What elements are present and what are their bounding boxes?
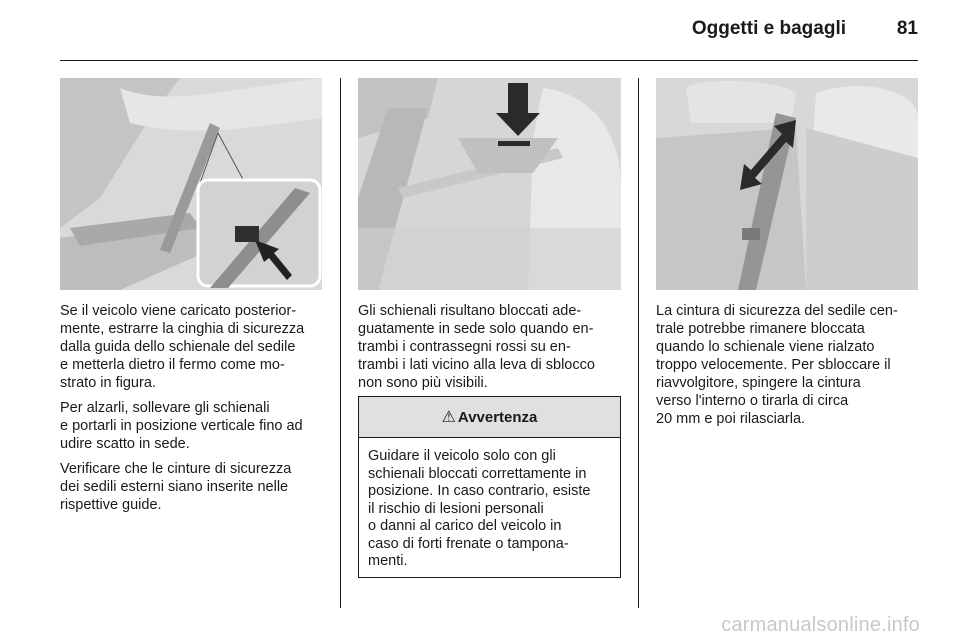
watermark: carmanualsonline.info [721, 614, 920, 636]
column-1-text [60, 302, 326, 521]
warning-triangle-icon: ⚠ [441, 409, 456, 426]
figure-seatback-marker [358, 78, 621, 290]
paragraph-seatback-locked: Gli schienali risultano bloccati ade- guatamente in sede solo quando en- trambi i contrassegni rossi su en- trambi i lati vicino alla leva di sblocco non sono più visibili. [358, 303, 595, 391]
warning-text: Guidare il veicolo solo con gli schienali bloccati correttamente in posizione. In caso contrario, esiste il rischio di lesioni personali o danni al carico del veicolo in caso di forti frenate o tampona- menti. [368, 448, 591, 569]
warning-box [358, 396, 621, 578]
warning-title: Avvertenza [457, 408, 538, 426]
header-rule [60, 60, 918, 61]
column-divider-2 [638, 78, 639, 608]
page-title: Oggetti e bagagli [691, 18, 846, 39]
figure-seatbelt-guide [60, 78, 322, 290]
paragraph-middle-belt: La cintura di sicurezza del sedile cen- trale potrebbe rimanere bloccata quando lo schienale viene rialzato troppo velocemente. Per sbloccare il riavvolgitore, spingere la cintura verso l'interno o tirarla di circa 20 mm e poi rilasciarla. [656, 303, 898, 427]
paragraph-raising-seatbacks: Per alzarli, sollevare gli schienali e portarli in posizione verticale fino ad udire scatto in sede. [60, 400, 303, 452]
warning-header [359, 397, 620, 438]
page-number: 81 [896, 18, 918, 39]
figure-middle-seatbelt [656, 78, 918, 290]
paragraph-check-belts: Verificare che le cinture di sicurezza dei sedili esterni siano inserite nelle rispettive guide. [60, 461, 292, 513]
column-2-text [358, 302, 624, 399]
column-3-text [656, 302, 924, 435]
column-divider-1 [340, 78, 341, 608]
paragraph-loading-rear: Se il veicolo viene caricato posterior- mente, estrarre la cinghia di sicurezza dalla guida dello schienale del sedile e metterla dietro il fermo come mo- strato in figura. [60, 303, 305, 391]
